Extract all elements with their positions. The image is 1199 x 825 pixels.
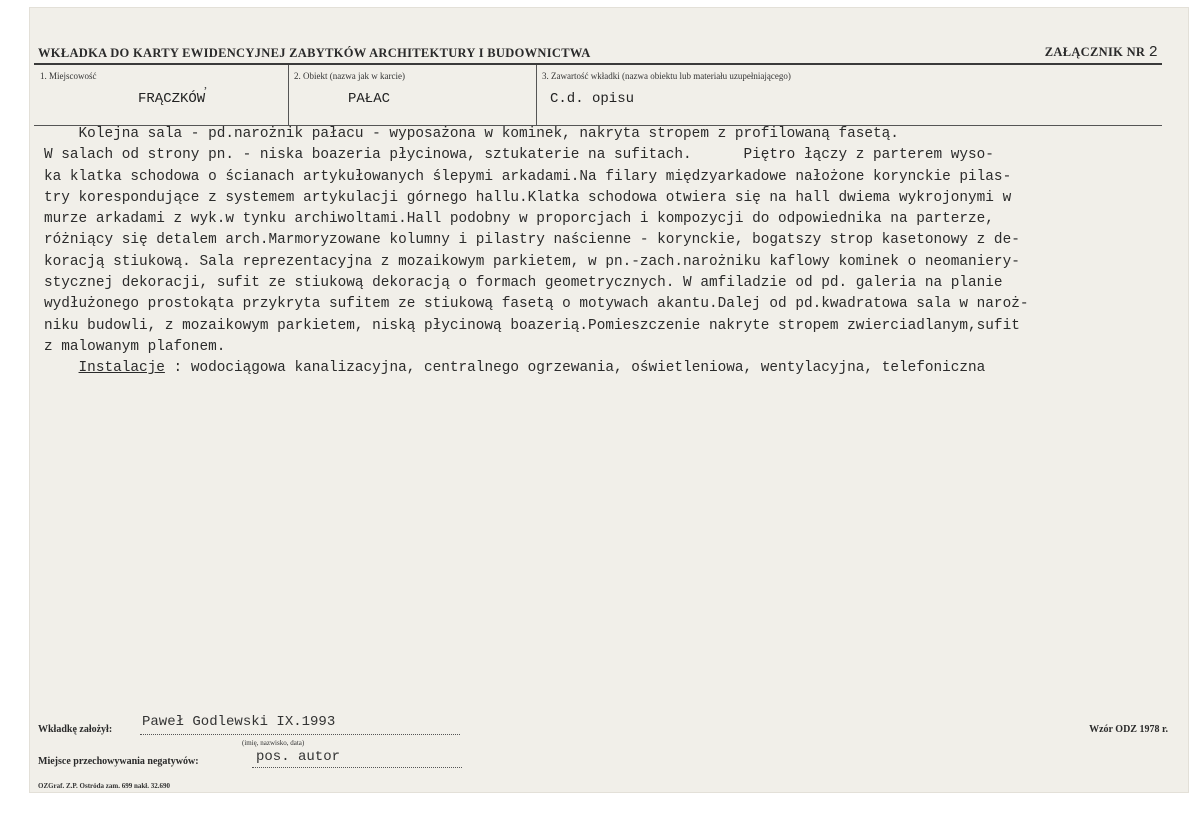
comma-mark: , <box>204 77 207 91</box>
print-info: OZGraf. Z.P. Ostróda zam. 699 nakł. 32.690 <box>38 782 170 790</box>
content-value: C.d. opisu <box>550 91 635 107</box>
form-fields <box>34 65 1162 126</box>
installations-separator: : <box>164 360 191 377</box>
field-object <box>288 65 537 125</box>
form-reference: Wzór ODZ 1978 r. <box>1089 724 1168 735</box>
storage-label: Miejsce przechowywania negatywów: <box>38 756 199 767</box>
description-line: z malowanym plafonem. <box>44 338 226 355</box>
description-line: różniący się detalem arch.Marmoryzowane kolumny i pilastry naścienne - korynckie, bogatszy strop kasetonowy z de- <box>44 232 1020 249</box>
record-card <box>30 8 1188 792</box>
description-line: niku budowli, z mozaikowym parkietem, niską płycinową boazerią.Pomieszczenie nakryte stropem zwierciadlanym,sufit <box>44 317 1020 334</box>
storage-dotline <box>252 767 462 768</box>
description-line: wydłużonego prostokąta przykryta sufitem ze stiukową fasetą o motywach akantu.Dalej od pd.kwadratowa sala w naroż- <box>44 296 1029 313</box>
field-content <box>536 65 1162 125</box>
author-value: Paweł Godlewski IX.1993 <box>142 714 336 730</box>
description-line: ka klatka schodowa o ścianach artykułowanych ślepymi arkadami.Na filary międzyarkadowe nałożone korynckie pilas- <box>44 168 1012 185</box>
object-label: 2. Obiekt (nazwa jak w karcie) <box>294 71 405 81</box>
attachment-number-value: 2 <box>1148 44 1158 61</box>
description-body <box>44 124 1174 380</box>
author-label: Wkładkę założył: <box>38 724 113 735</box>
description-line: Kolejna sala - pd.narożnik pałacu - wyposażona w kominek, nakryta stropem z profilowaną fasetą. <box>44 126 899 142</box>
installations-line <box>44 358 1174 379</box>
form-title: WKŁADKA DO KARTY EWIDENCYJNEJ ZABYTKÓW ARCHITEKTURY I BUDOWNICTWA <box>38 46 591 60</box>
description-line: koracją stiukową. Sala reprezentacyjna z mozaikowym parkietem, w pn.-zach.narożniku kaflowy kominek o neomaniery- <box>44 253 1020 270</box>
description-line: W salach od strony pn. - niska boazeria płycinowa, sztukaterie na sufitach. Piętro łączy z parterem wyso- <box>44 147 994 164</box>
description-line: try korespondujące z systemem artykulacji górnego hallu.Klatka schodowa otwiera się na hall dwiema wykrojonymi w <box>44 189 1012 206</box>
attachment-number <box>1045 44 1158 61</box>
storage-value: pos. autor <box>256 749 341 765</box>
installations-text: wodociągowa kanalizacyjna, centralnego ogrzewania, oświetleniowa, wentylacyjna, telefoniczna <box>190 360 986 377</box>
object-value: PAŁAC <box>348 91 391 107</box>
author-dotline <box>140 734 460 735</box>
attachment-label: ZAŁĄCZNIK NR <box>1044 45 1146 59</box>
description-line: murze arkadami z wyk.w tynku archiwoltami.Hall podobny w proporcjach i kompozycji do odpowiednika na parterze, <box>44 211 994 228</box>
description-line: stycznej dekoracji, sufit ze stiukową dekoracją o formach geometrycznych. W amfiladzie od pd. galeria na planie <box>44 275 1003 292</box>
place-label: 1. Miejscowość <box>40 71 97 81</box>
author-note: (imię, nazwisko, data) <box>242 739 305 747</box>
field-place <box>34 65 289 125</box>
place-value: FRĄCZKÓW <box>138 91 206 107</box>
installations-label: Instalacje <box>78 360 165 377</box>
content-label: 3. Zawartość wkładki (nazwa obiektu lub materiału uzupełniającego) <box>542 71 791 81</box>
